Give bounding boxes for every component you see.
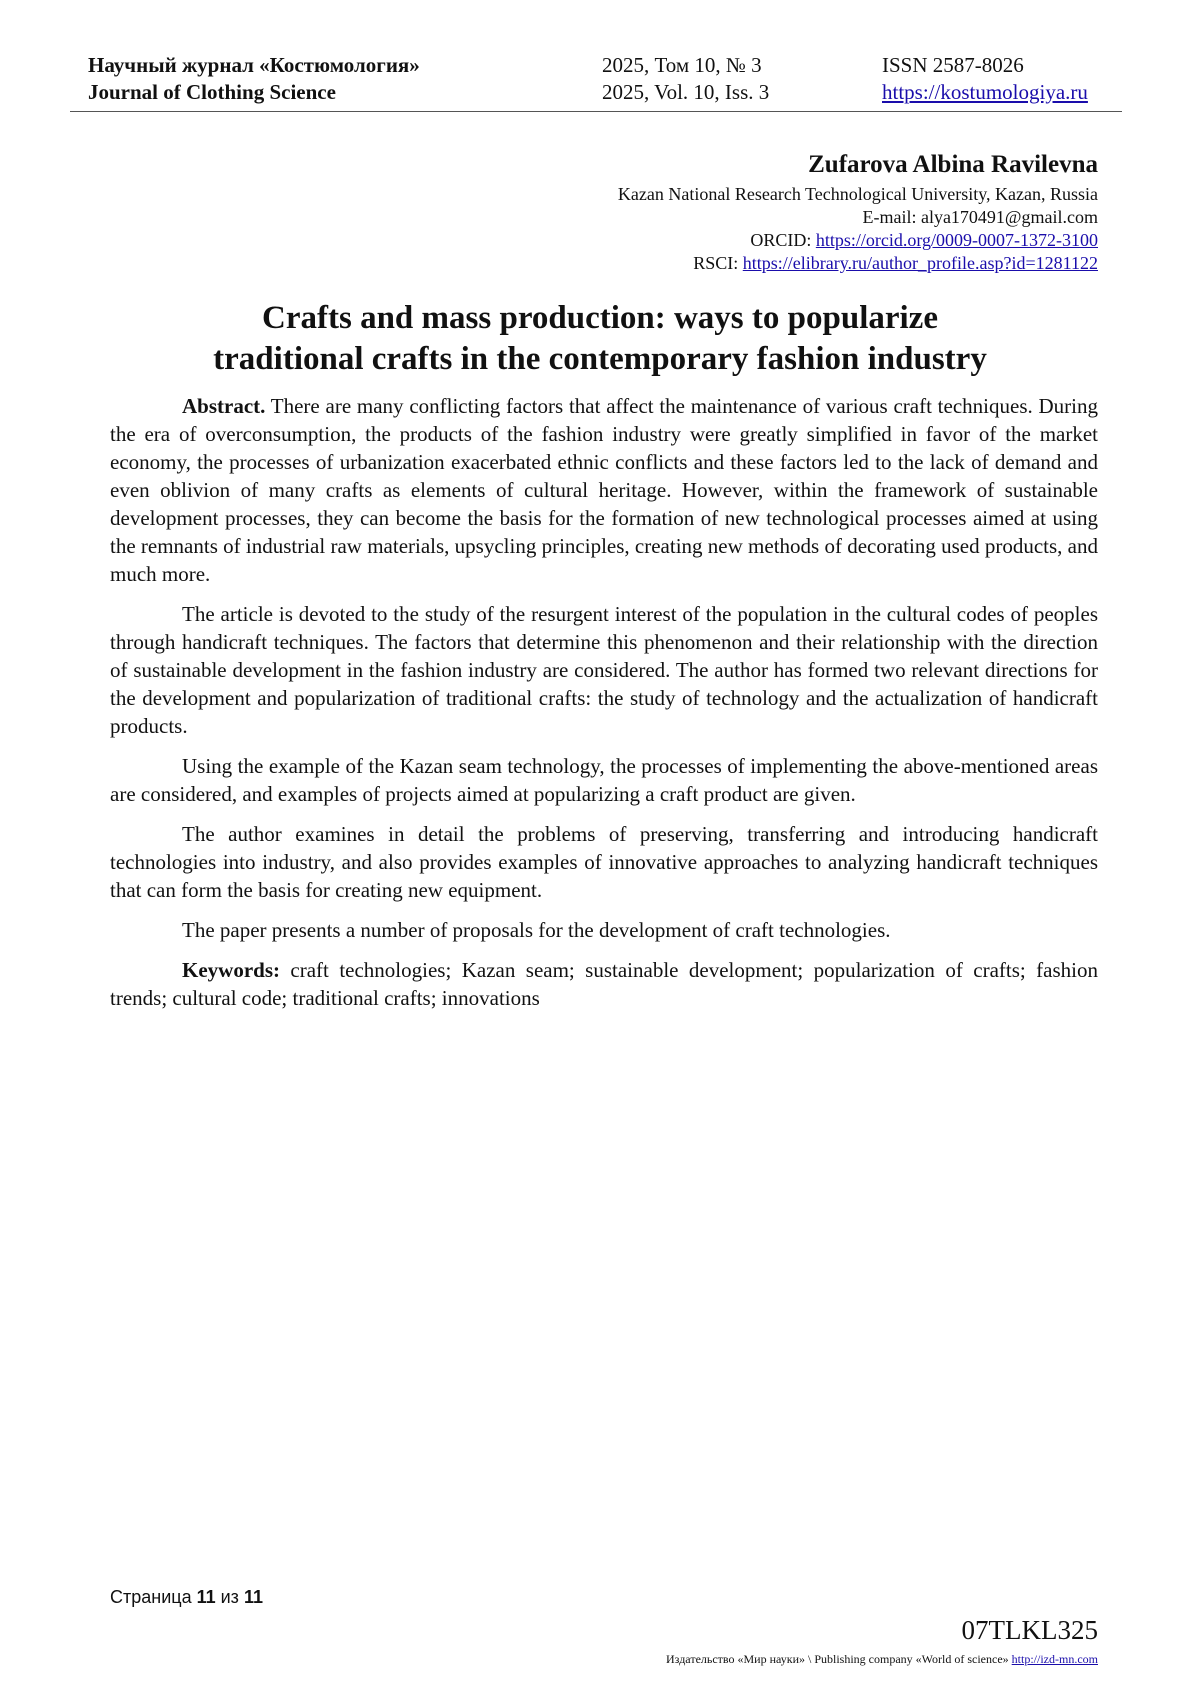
page-total: 11	[243, 1587, 263, 1607]
journal-title-ru: Научный журнал «Костюмология»	[88, 53, 420, 77]
author-name: Zufarova Albina Ravilevna	[808, 151, 1098, 178]
journal-website-link[interactable]: https://kostumologiya.ru	[882, 80, 1088, 104]
abstract-label: Abstract.	[182, 394, 266, 418]
abstract-paragraph-3: Using the example of the Kazan seam technology, the processes of implementing the above-mentioned areas are considered, and examples of projects aimed at popularizing a craft product are given.	[110, 754, 1098, 806]
rsci-link[interactable]: https://elibrary.ru/author_profile.asp?id=1281122	[742, 253, 1098, 273]
article-title-line-1: Crafts and mass production: ways to popularize	[262, 300, 938, 336]
article-code: 07TLKL325	[961, 1615, 1098, 1645]
publisher-link[interactable]: http://izd-mn.com	[1011, 1652, 1098, 1666]
author-rsci	[618, 252, 1098, 275]
abstract-paragraph-4: The author examines in detail the problems of preserving, transferring and introducing handicraft technologies into industry, and also provides examples of innovative approaches to analyzing handicraft techniques that can form the basis for creating new equipment.	[110, 822, 1098, 902]
volume-en: 2025, Vol. 10, Iss. 3	[602, 80, 770, 104]
author-block	[618, 150, 1098, 275]
volume-block	[602, 52, 769, 106]
publisher-name: Издательство «Мир науки» \ Publishing company «World of science»	[666, 1652, 1012, 1666]
page-current: 11	[196, 1587, 216, 1607]
publisher-line	[666, 1652, 1098, 1667]
keywords-label: Keywords:	[182, 958, 280, 982]
orcid-label: ORCID:	[750, 230, 816, 250]
article-title-line-2: traditional crafts in the contemporary fashion industry	[213, 341, 987, 377]
abstract-paragraph-1: Abstract. There are many conflicting factors that affect the maintenance of various craft techniques. During the era of overconsumption, the products of the fashion industry were greatly simplified in favor of the market economy, the processes of urbanization exacerbated ethnic conflicts and these factors led to the lack of demand and even oblivion of many crafts as elements of cultural heritage. However, within the framework of sustainable development processes, they can become the basis for the formation of new technological processes aimed at using the remnants of industrial raw materials, upsycling principles, creating new methods of decorating used products, and much more.	[110, 394, 1098, 586]
journal-title-en: Journal of Clothing Science	[88, 80, 336, 104]
rsci-label: RSCI:	[693, 253, 743, 273]
author-orcid	[618, 229, 1098, 252]
keywords-paragraph	[110, 956, 1098, 1012]
article-title	[100, 298, 1100, 380]
abstract-section	[110, 392, 1098, 1024]
abstract-paragraph-2: The article is devoted to the study of the resurgent interest of the population in the cultural codes of peoples through handicraft techniques. The factors that determine this phenomenon and their relationship with the direction of sustainable development in the fashion industry are considered. The author has formed two relevant directions for the development and popularization of traditional crafts: the study of technology and the actualization of handicraft products.	[110, 602, 1098, 738]
issn: ISSN 2587-8026	[882, 53, 1024, 77]
abstract-paragraph-5: The paper presents a number of proposals for the development of craft technologies.	[182, 918, 891, 942]
page-number: Страница 11 из 11	[110, 1587, 263, 1607]
volume-ru: 2025, Том 10, № 3	[602, 53, 762, 77]
author-email: E-mail: alya170491@gmail.com	[862, 207, 1098, 227]
journal-title-block	[88, 52, 420, 106]
author-affiliation: Kazan National Research Technological University, Kazan, Russia	[617, 184, 1098, 204]
orcid-link[interactable]: https://orcid.org/0009-0007-1372-3100	[815, 230, 1098, 250]
header-divider	[70, 111, 1122, 112]
keywords-text: craft technologies; Kazan seam; sustainable development; popularization of crafts; fashion trends; cultural code; traditional crafts; innovations	[110, 958, 1098, 1010]
issn-block	[882, 52, 1088, 106]
